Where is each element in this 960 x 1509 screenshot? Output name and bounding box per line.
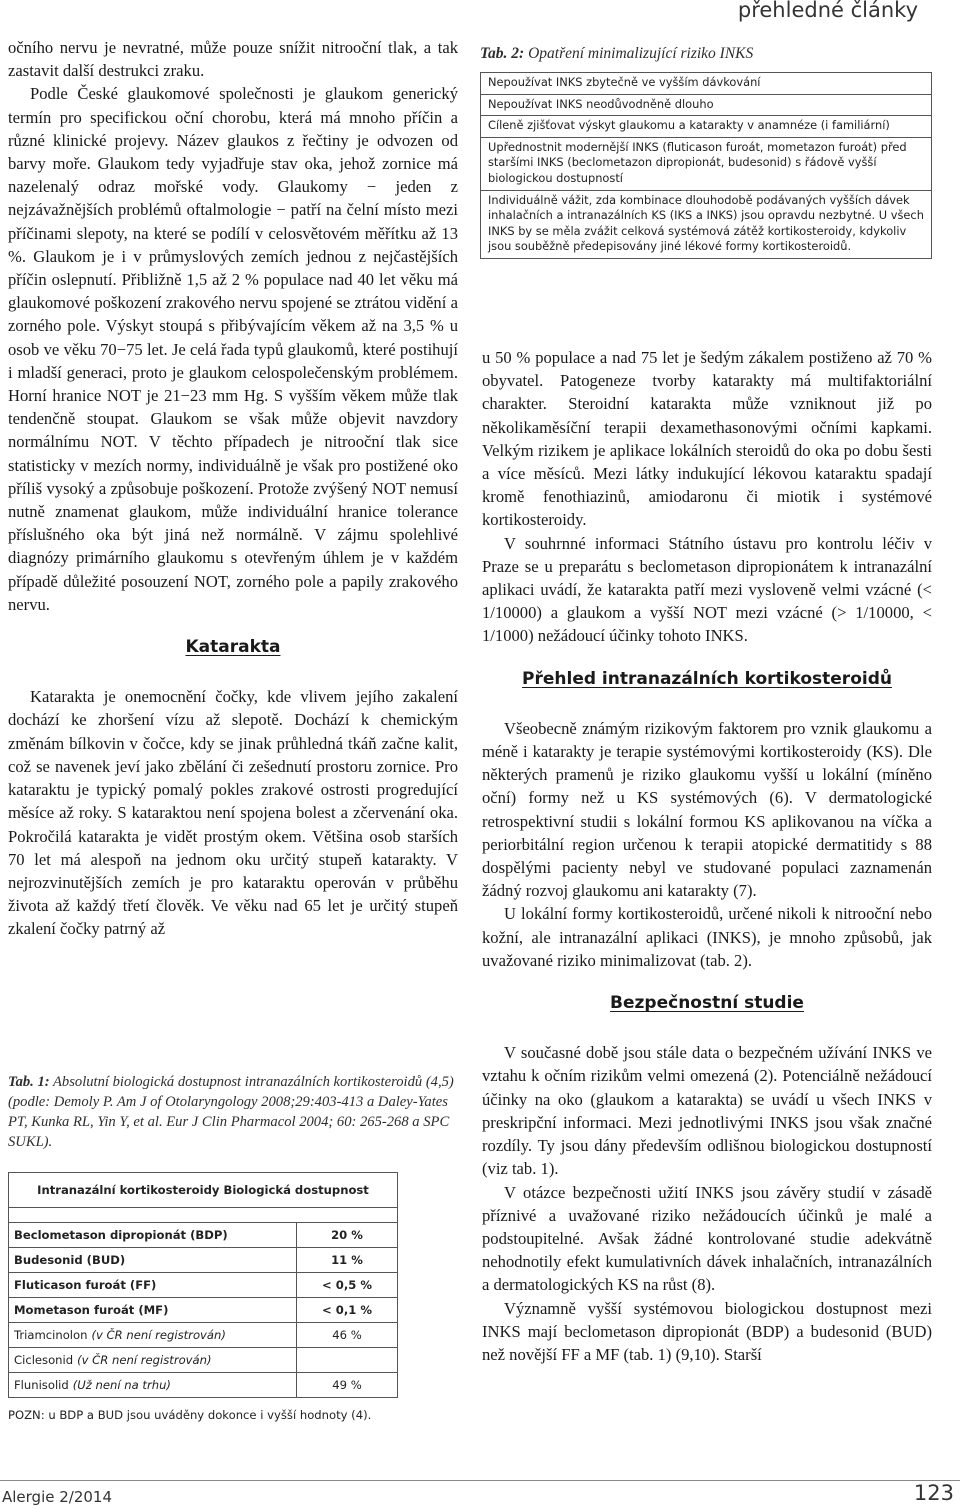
table-row <box>9 1348 398 1373</box>
bioavailability-cell: < 0,1 % <box>297 1298 398 1323</box>
section-heading-katarakta: Katarakta <box>185 637 281 658</box>
table-row <box>9 1373 398 1398</box>
prehled-paragraph-1: Všeobecně známým rizikovým faktorem pro vznik glaukomu a méně i katarakty je terapie systémovými kortikosteroidy (KS). Dle některých pramenů je riziko glaukomu vyšší u lokální (míněno oční) formy než u KS systémových (6). V dermatologické retrospektivní studii s lokální formou KS aplikovanou na víčka a periorbitální region určenou k terapii atopické dermatitidy s 88 dospělými pacienty nebyl ve studované populaci zaznamenán žádný rozvoj glaukomu ani katarakty (7). <box>482 718 932 901</box>
table-row <box>9 1273 398 1298</box>
drug-name-cell: Beclometason dipropionát (BDP) <box>9 1223 297 1248</box>
page-number: 123 <box>913 1481 954 1505</box>
glaukom-paragraph: Podle České glaukomové společnosti je glaukom generický termín pro specifickou oční chorobu, která má mnoho příčin a různé klinické projevy. Název glaukos z řečtiny je odvozen od barvy moře. Glaukom tedy vyjadřuje stav oka, jehož zornice má nazelenalý odraz mořské vody. Glaukomy − jeden z nejzávažnějších problémů oftalmologie − patří na čelní místo mezi příčinami slepoty, na které se podílí v celosvětovém měřítku až 13 %. Glaukom je i v průmyslových zemích jednou z nejčastějších příčin oslepnutí. Přibližně 1,5 až 2 % populace nad 40 let věku má glaukomové poškození zrakového nervu spojené se ztrátou vidění a zorného pole. Výskyt stoupá s přibývajícím věkem až na 3,5 % u osob ve věku 70−75 let. Je celá řada typů glaukomů, které postihují i mladší generaci, proto je glaukom celospolečenským problémem. Horní hranice NOT je 21−23 mm Hg. S vyšším věkem může tlak tendenčně stoupat. Glaukom se však může objevit navzdory normálnímu NOT. V těchto případech je nitrooční tlak sice statisticky v mezích normy, individuálně je však pro postižené oko příliš vysoký a způsobuje poškození. Protože zvýšený NOT nemusí nutně znamenat glaukom, může individuální hranice tolerance příslušného oka být jiná než normálně. V zájmu spolehlivé diagnózy primárního glaukomu s otevřeným úhlem je v každém případě důležité posouzení NOT, zorného pole a papily zrakového nervu. <box>8 84 458 614</box>
bioavailability-cell: 11 % <box>297 1248 398 1273</box>
bezpecnost-paragraph-3: Významně vyšší systémovou biologickou dostupnost mezi INKS mají beclometason dipropionát (BDP) a budesonid (BUD) než novější FF a MF (tab. 1) (9,10). Starší <box>482 1298 932 1364</box>
risk-measures-table <box>480 72 932 259</box>
drug-name-cell: Budesonid (BUD) <box>9 1248 297 1273</box>
drug-name-cell: Triamcinolon (v ČR není registrován) <box>9 1323 297 1348</box>
footer-divider <box>0 1480 960 1481</box>
prehled-paragraph-2: U lokální formy kortikosteroidů, určené nikoli k nitrooční nebo kožní, ale intranazální aplikaci (INKS), je mnoho způsobů, jak uvažované riziko minimalizovat (tab. 2). <box>482 904 932 970</box>
table-row <box>9 1248 398 1273</box>
sukl-paragraph: V souhrnné informaci Státního ústavu pro kontrolu léčiv v Praze se u preparátu s beclometason dipropionátem k intranazální aplikaci uvádí, že katarakta patří mezi vysloveně velmi vzácné (< 1/10000) a glaukom a vyšší NOT mezi vzácné (> 1/10000, < 1/1000) nežádoucí účinky tohoto INKS. <box>482 533 932 646</box>
table-row: Cíleně zjišťovat výskyt glaukomu a katarakty v anamnéze (i familiární) <box>480 116 932 138</box>
bezpecnost-paragraph-1: V současné době jsou stále data o bezpečném užívání INKS ve vztahu k očním rizikům velmi omezená (2). Potenciálně nežádoucí účinky na oko (glaukom a katarakta) se uvádí u všech INKS v preskripční informaci. Mezi jednotlivými INKS jsou však značné rozdíly. Ty jsou dány především odlišnou biologickou dostupností (viz tab. 1). <box>482 1043 932 1179</box>
bioavailability-cell: < 0,5 % <box>297 1273 398 1298</box>
section-heading-bezpecnost: Bezpečnostní studie <box>610 993 804 1014</box>
bioavailability-cell: 46 % <box>297 1323 398 1348</box>
katarakta-continued-paragraph: u 50 % populace a nad 75 let je šedým zákalem postiženo až 70 % obyvatel. Patogeneze tvorby katarakty má multifaktoriální charakter. Steroidní katarakta může vzniknout již po několikaměsíční terapii dexamethasonovými očními kapkami. Velkým rizikem je aplikace lokálních steroidů do oka po dobu šesti a více měsíců. Mezi látky indukující lékovou kataraktu spadají kromě fenothiazinů, amiodaronu či miotik i systémové kortikosteroidy. <box>482 348 932 530</box>
section-heading-prehled: Přehled intranazálních kortikosteroidů <box>522 668 892 689</box>
table-row: Upřednostnit modernější INKS (fluticason furoát, mometazon furoát) před staršími INKS (beclometazon dipropionát, budesonid) s řádově vyšší biologickou dostupností <box>480 138 932 191</box>
bezpecnost-paragraph-2: V otázce bezpečnosti užití INKS jsou závěry studií v zásadě příznivé a uvažované riziko nežádoucích účinků je malé a podstoupitelné. Avšak žádné kontrolované studie adekvátně nehodnotily efekt kumulativních dávek inhalačních, intranazálních a dermatologických KS na růst (8). <box>482 1182 932 1295</box>
left-column <box>8 36 458 941</box>
drug-name-cell: Fluticason furoát (FF) <box>9 1273 297 1298</box>
table-row: Nepoužívat INKS zbytečně ve vyšším dávkování <box>480 72 932 95</box>
tab1-note: POZN: u BDP a BUD jsou uváděny dokonce i vyšší hodnoty (4). <box>8 1408 372 1422</box>
table-header-row <box>9 1173 398 1208</box>
bioavailability-cell <box>297 1348 398 1373</box>
intro-paragraph: očního nervu je nevratné, může pouze snížit nitrooční tlak, a tak zastavit další destrukci zraku. <box>8 38 458 81</box>
bioavailability-cell: 49 % <box>297 1373 398 1398</box>
tab2-caption: Tab. 2: Opatření minimalizující riziko INKS <box>480 45 754 62</box>
katarakta-paragraph: Katarakta je onemocnění čočky, kde vlivem jejího zakalení dochází ke zhoršení vízu až slepotě. Dochází k chemickým změnám bílkovin v čočce, kdy se jinak průhledná tkáň začne kalit, což se navenek jeví jako zbělání či zešednutí prostoru zornice. Pro kataraktu je typický pomalý pokles zrakové ostrosti progredující měsíce až roky. S kataraktou není spojena bolest a zčervenání oka. Pokročilá katarakta je vidět prostým okem. Většina osob starších 70 let má alespoň na jednom oku určitý stupeň katarakty. V nejrozvinutějších zemích je pro kataraktu operován v průběhu života až každý třetí člověk. Ve věku nad 65 let je určitý stupeň zkalení čočky patrný až <box>8 687 458 939</box>
table-row <box>9 1323 398 1348</box>
journal-issue: Alergie 2/2014 <box>2 1488 113 1506</box>
right-column <box>482 346 932 1366</box>
table-header: Intranazální kortikosteroidy Biologická dostupnost <box>9 1173 398 1208</box>
table-row <box>9 1223 398 1248</box>
drug-name-cell: Ciclesonid (v ČR není registrován) <box>9 1348 297 1373</box>
drug-name-cell: Mometason furoát (MF) <box>9 1298 297 1323</box>
bioavailability-table <box>8 1172 398 1398</box>
drug-name-cell: Flunisolid (Už není na trhu) <box>9 1373 297 1398</box>
table-row <box>9 1298 398 1323</box>
bioavailability-cell: 20 % <box>297 1223 398 1248</box>
table-row: Nepoužívat INKS neodůvodněně dlouho <box>480 95 932 117</box>
tab1-caption: Tab. 1: Absolutní biologická dostupnost intranazálních kortikosteroidů (4,5) (podle: Demoly P. Am J of Otolaryngology 2008;29:403-413 a Daley-Yates PT, Kunka RL, Yin Y, et al. Eur J Clin Pharmacol 2004; 60: 265-268 a SPC SUKL). <box>8 1074 454 1150</box>
section-label: přehledné články <box>737 0 918 22</box>
table-row: Individuálně vážit, zda kombinace dlouhodobě podávaných vyšších dávek inhalačních a intranazálních KS (IKS a INKS) jsou opravdu nezbytné. U všech INKS by se měla zvážit celková systémová zátěž kortikosteroidy, kdykoliv jsou souběžně předepisovány jiné lékové formy kortikosteroidů. <box>480 191 932 259</box>
